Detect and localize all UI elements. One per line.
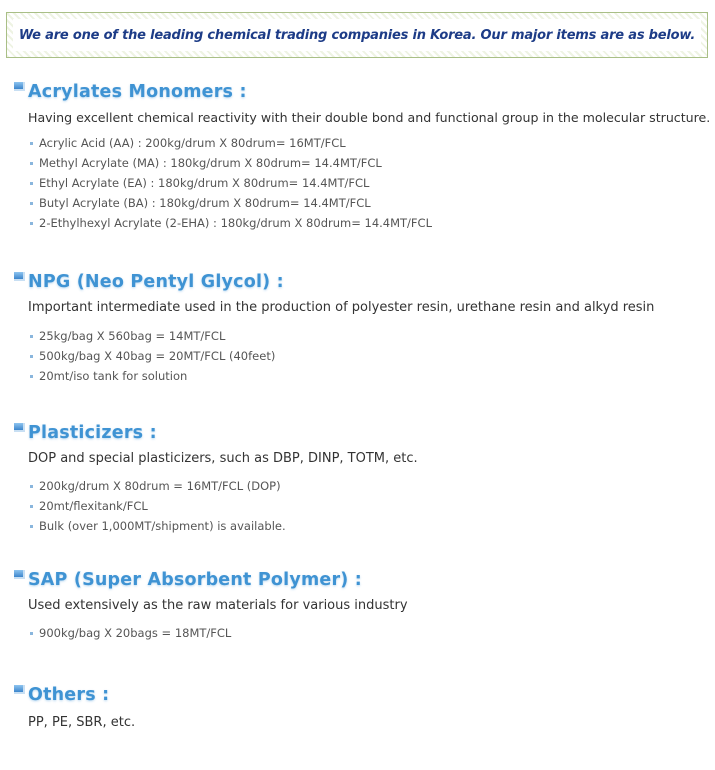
- item-list: [29, 326, 275, 386]
- intro-banner-text: We are one of the leading chemical trading companies in Korea. Our major items are as below.: [18, 27, 696, 43]
- bullet-icon: [30, 222, 33, 225]
- bullet-icon: [30, 335, 33, 338]
- list-item: 20mt/iso tank for solution: [29, 366, 275, 386]
- list-item: 2-Ethylhexyl Acrylate (2-EHA) : 180kg/drum X 80drum= 14.4MT/FCL: [29, 213, 432, 233]
- section-description: Having excellent chemical reactivity with their double bond and functional group in the molecular structure.: [28, 110, 711, 125]
- list-item: 25kg/bag X 560bag = 14MT/FCL: [29, 326, 275, 346]
- bullet-icon: [30, 142, 33, 145]
- section-marker-icon: [14, 423, 25, 432]
- section-title: Acrylates Monomers :: [28, 82, 247, 102]
- item-list: [29, 133, 432, 233]
- bullet-icon: [30, 525, 33, 528]
- list-item: Methyl Acrylate (MA) : 180kg/drum X 80drum= 14.4MT/FCL: [29, 153, 432, 173]
- section-description: Used extensively as the raw materials for various industry: [28, 598, 408, 613]
- section-description: PP, PE, SBR, etc.: [28, 715, 136, 730]
- bullet-icon: [30, 355, 33, 358]
- item-list: [29, 476, 286, 536]
- list-item: Butyl Acrylate (BA) : 180kg/drum X 80drum= 14.4MT/FCL: [29, 193, 432, 213]
- bullet-icon: [30, 375, 33, 378]
- list-item: 20mt/flexitank/FCL: [29, 496, 286, 516]
- section-marker-icon: [14, 82, 25, 91]
- list-item: 500kg/bag X 40bag = 20MT/FCL (40feet): [29, 346, 275, 366]
- list-item: Ethyl Acrylate (EA) : 180kg/drum X 80drum= 14.4MT/FCL: [29, 173, 432, 193]
- section-marker-icon: [14, 685, 25, 694]
- section-title: SAP (Super Absorbent Polymer) :: [28, 570, 362, 590]
- list-item: 900kg/bag X 20bags = 18MT/FCL: [29, 623, 231, 643]
- section-title: NPG (Neo Pentyl Glycol) :: [28, 272, 284, 292]
- list-item: Bulk (over 1,000MT/shipment) is available.: [29, 516, 286, 536]
- section-title: Plasticizers :: [28, 423, 157, 443]
- section-marker-icon: [14, 570, 25, 579]
- list-item: 200kg/drum X 80drum = 16MT/FCL (DOP): [29, 476, 286, 496]
- bullet-icon: [30, 182, 33, 185]
- bullet-icon: [30, 505, 33, 508]
- intro-banner-inner: [13, 19, 701, 51]
- bullet-icon: [30, 485, 33, 488]
- section-description: DOP and special plasticizers, such as DBP, DINP, TOTM, etc.: [28, 451, 418, 466]
- section-title: Others :: [28, 685, 110, 705]
- section-description: Important intermediate used in the production of polyester resin, urethane resin and alkyd resin: [28, 300, 655, 315]
- section-marker-icon: [14, 272, 25, 281]
- bullet-icon: [30, 202, 33, 205]
- intro-banner: [6, 12, 708, 58]
- bullet-icon: [30, 632, 33, 635]
- bullet-icon: [30, 162, 33, 165]
- list-item: Acrylic Acid (AA) : 200kg/drum X 80drum= 16MT/FCL: [29, 133, 432, 153]
- item-list: [29, 623, 231, 643]
